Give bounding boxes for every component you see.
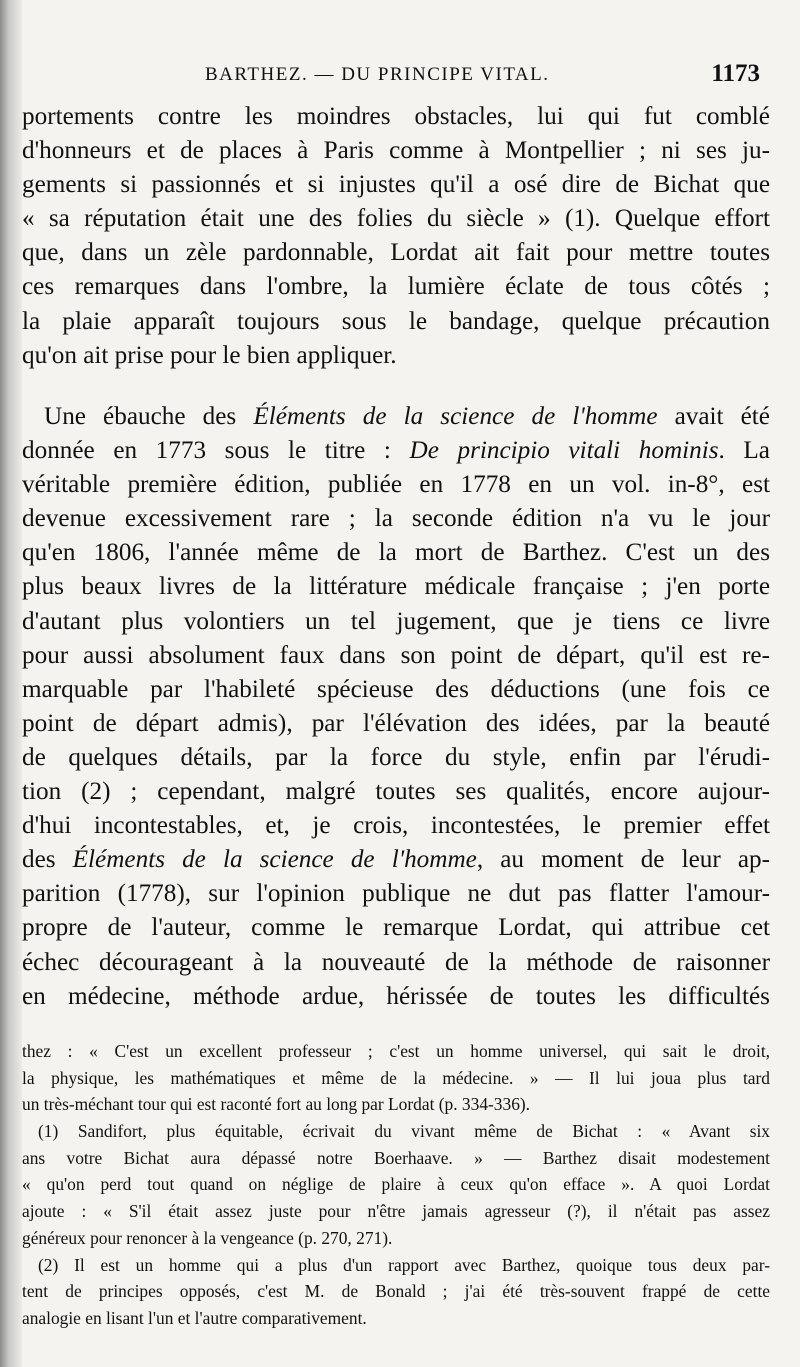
text-run: , au moment de leur ap- bbox=[476, 846, 770, 874]
text-line: échec décourageant à la nouveauté de la méthode de raisonner bbox=[22, 948, 770, 976]
footnotes bbox=[22, 1038, 770, 1332]
text-line bbox=[22, 434, 770, 468]
text-line: qu'on ait prise pour le bien appliquer. bbox=[22, 341, 397, 369]
footnote-line: la physique, les mathématiques et même de la médecine. » — Il lui joua plus tard bbox=[22, 1067, 770, 1088]
text-line: d'hui incontestables, et, je crois, incontestées, le premier effet bbox=[22, 812, 770, 840]
latin-title-italic: De principio vitali hominis bbox=[409, 437, 719, 465]
footnote-line: ans votre Bichat aura dépassé notre Boerhaave. » — Barthez disait modestement bbox=[22, 1147, 770, 1168]
footnote-line: « qu'on perd tout quand on néglige de plaire à ceux qu'on efface ». A quoi Lordat bbox=[22, 1174, 770, 1195]
text-line: portements contre les moindres obstacles, lui qui fut comblé bbox=[22, 103, 770, 130]
text-line: en médecine, méthode ardue, hérissée de toutes les difficultés bbox=[22, 982, 770, 1010]
running-head: BARTHEZ. — DU PRINCIPE VITAL. bbox=[205, 64, 550, 85]
text-run: . La bbox=[718, 437, 770, 465]
text-line: d'autant plus volontiers un tel jugement, que je tiens ce livre bbox=[22, 607, 770, 635]
text-line: plus beaux livres de la littérature médicale française ; j'en porte bbox=[22, 573, 770, 601]
footnote-line: (2) Il est un homme qui a plus d'un rapport avec Barthez, quoique tous deux par- bbox=[38, 1254, 770, 1275]
footnote-line: ajoute : « S'il était assez juste pour n'être jamais agresseur (?), il n'était pas assez bbox=[22, 1201, 770, 1222]
text-line: devenue excessivement rare ; la seconde édition n'a vu le jour bbox=[22, 505, 770, 533]
text-line: de quelques détails, par la force du style, enfin par l'érudi- bbox=[22, 743, 770, 771]
page-number: 1173 bbox=[711, 60, 760, 87]
footnote-line: généreux pour renoncer à la vengeance (p. 270, 271). bbox=[22, 1227, 393, 1248]
page-header bbox=[205, 60, 760, 94]
text-line: tion (2) ; cependant, malgré toutes ses qualités, encore aujour- bbox=[22, 778, 770, 806]
text-run: donnée en 1773 sous le titre : bbox=[22, 437, 410, 465]
text-line: parition (1778), sur l'opinion publique ne dut pas flatter l'amour- bbox=[22, 880, 770, 908]
text-line: propre de l'auteur, comme le remarque Lordat, qui attribue cet bbox=[22, 914, 770, 942]
text-run: avait été bbox=[657, 403, 770, 430]
text-run: Une ébauche des bbox=[44, 403, 254, 430]
paragraph-1 bbox=[22, 100, 770, 373]
text-line: qu'en 1806, l'année même de la mort de Barthez. C'est un des bbox=[22, 539, 770, 567]
text-line: d'honneurs et de places à Paris comme à Montpellier ; ni ses ju- bbox=[22, 137, 770, 165]
text-line: la plaie apparaît toujours sous le bandage, quelque précaution bbox=[22, 307, 770, 335]
book-title-italic: Éléments de la science de l'homme bbox=[72, 846, 477, 874]
footnote-line: thez : « C'est un excellent professeur ; c'est un homme universel, qui sait le droit, bbox=[22, 1041, 770, 1061]
text-line: « sa réputation était une des folies du siècle » (1). Quelque effort bbox=[22, 205, 770, 233]
book-title-italic: Éléments de la science de l'homme bbox=[253, 403, 658, 430]
footnote-line: tent de principes opposés, c'est M. de Bonald ; j'ai été très-souvent frappé de cette bbox=[22, 1281, 770, 1302]
text-line: que, dans un zèle pardonnable, Lordat ait fait pour mettre toutes bbox=[22, 239, 770, 267]
footnote-line: un très-méchant tour qui est raconté fort au long par Lordat (p. 334-336). bbox=[22, 1094, 531, 1115]
text-line: pour aussi absolument faux dans son point de départ, qu'il est re- bbox=[22, 641, 770, 669]
footnote-line: analogie en lisant l'un et l'autre comparativement. bbox=[22, 1307, 367, 1328]
paragraph-2 bbox=[22, 400, 770, 1014]
text-line: gements si passionnés et si injustes qu'il a osé dire de Bichat que bbox=[22, 171, 770, 199]
footnote-line: (1) Sandifort, plus équitable, écrivait du vivant même de Bichat : « Avant six bbox=[38, 1121, 770, 1142]
text-run: des bbox=[22, 846, 73, 874]
text-line: marquable par l'habileté spécieuse des déductions (une fois ce bbox=[22, 675, 770, 703]
text-line bbox=[22, 843, 770, 877]
text-line: véritable première édition, publiée en 1778 en un vol. in-8°, est bbox=[22, 471, 770, 499]
text-line: ces remarques dans l'ombre, la lumière éclate de tous côtés ; bbox=[22, 273, 770, 301]
text-line: point de départ admis), par l'élévation des idées, par la beauté bbox=[22, 709, 770, 737]
text-line bbox=[22, 400, 770, 434]
binding-gutter-shadow bbox=[0, 0, 22, 1367]
